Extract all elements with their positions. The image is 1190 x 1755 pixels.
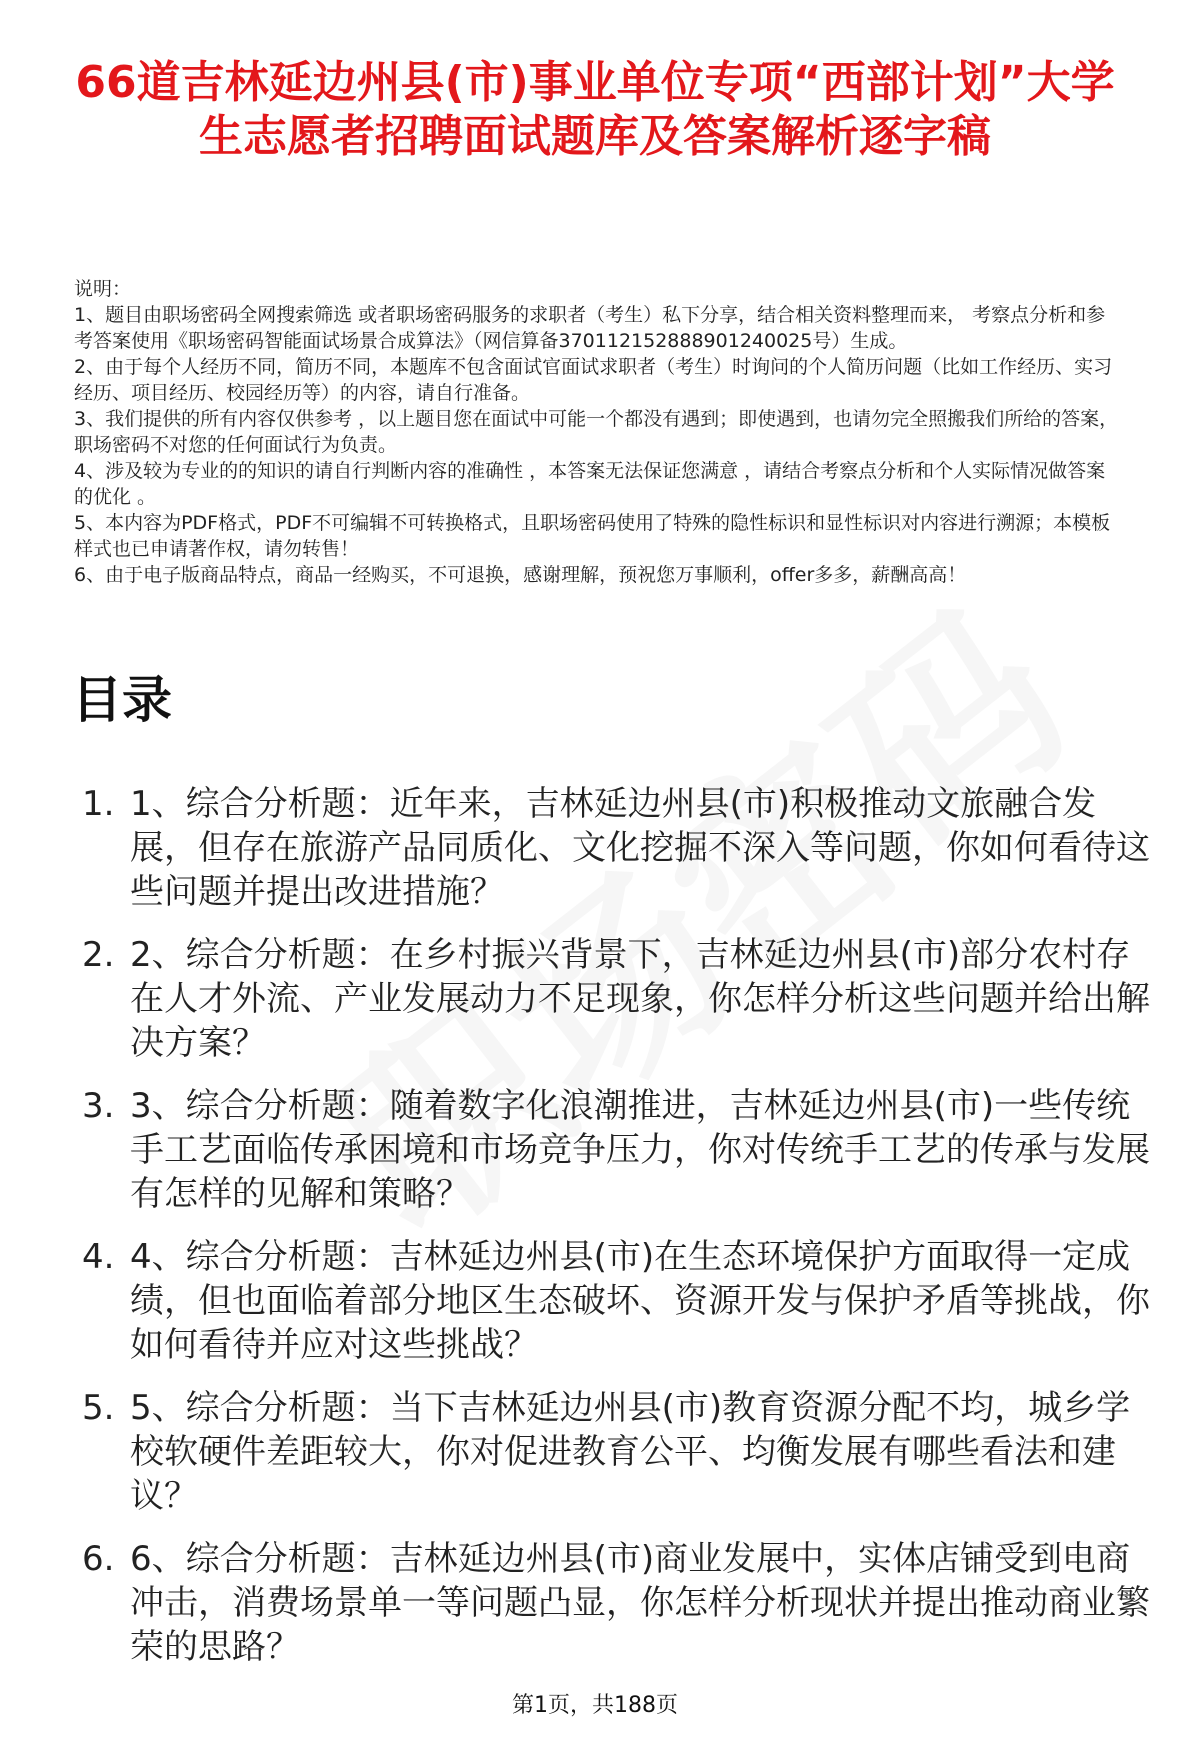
toc-item-text: 3、综合分析题：随着数字化浪潮推进，吉林延边州县(市)一些传统手工艺面临传承困境和市场竞争压力，你对传统手工艺的传承与发展有怎样的见解和策略？ (130, 1086, 1150, 1214)
toc-item-text: 2、综合分析题：在乡村振兴背景下，吉林延边州县(市)部分农村存在人才外流、产业发展动力不足现象，你怎样分析这些问题并给出解决方案？ (130, 935, 1150, 1063)
notes-section (74, 276, 1119, 588)
toc-item-number: 6. (82, 1539, 115, 1579)
note-item: 3、我们提供的所有内容仅供参考 ，以上题目您在面试中可能一个都没有遇到；即使遇到，也请勿完全照搬我们所给的答案，职场密码不对您的任何面试行为负责。 (74, 408, 1119, 456)
toc-item-text: 1、综合分析题：近年来，吉林延边州县(市)积极推动文旅融合发展，但存在旅游产品同质化、文化挖掘不深入等问题，你如何看待这些问题并提出改进措施？ (130, 784, 1150, 912)
toc-item-number: 3. (82, 1086, 115, 1126)
toc-item[interactable] (70, 1084, 1160, 1216)
note-item: 2、由于每个人经历不同，简历不同，本题库不包含面试官面试求职者（考生）时询问的个人简历问题（比如工作经历、实习经历、项目经历、校园经历等）的内容，请自行准备。 (74, 356, 1113, 404)
toc-item[interactable] (70, 782, 1160, 914)
note-item: 1、题目由职场密码全网搜索筛选 或者职场密码服务的求职者（考生）私下分享，结合相关资料整理而来， 考察点分析和参考答案使用《职场密码智能面试场景合成算法》（网信算备370112152888901240025号）生成。 (74, 304, 1106, 352)
toc-item[interactable] (70, 1235, 1160, 1367)
table-of-contents (70, 782, 1160, 1688)
document-title: 66道吉林延边州县(市)事业单位专项“西部计划”大学生志愿者招聘面试题库及答案解析逐字稿 (75, 57, 1115, 162)
toc-item[interactable] (70, 1386, 1160, 1518)
note-item: 6、由于电子版商品特点，商品一经购买，不可退换，感谢理解，预祝您万事顺利，offer多多，薪酬高高！ (74, 564, 967, 586)
toc-item[interactable] (70, 1537, 1160, 1669)
toc-item-text: 4、综合分析题：吉林延边州县(市)在生态环境保护方面取得一定成绩，但也面临着部分地区生态破坏、资源开发与保护矛盾等挑战，你如何看待并应对这些挑战？ (130, 1237, 1150, 1365)
page-number: 第1页，共188页 (512, 1693, 678, 1718)
toc-item-text: 5、综合分析题：当下吉林延边州县(市)教育资源分配不均，城乡学校软硬件差距较大，你对促进教育公平、均衡发展有哪些看法和建议？ (130, 1388, 1131, 1516)
note-item: 4、涉及较为专业的的知识的请自行判断内容的准确性 ，本答案无法保证您满意 ，请结合考察点分析和个人实际情况做答案的优化 。 (74, 460, 1106, 508)
note-item: 5、本内容为PDF格式，PDF不可编辑不可转换格式，且职场密码使用了特殊的隐性标识和显性标识对内容进行溯源；本模板样式也已申请著作权，请勿转售！ (74, 512, 1111, 560)
toc-item[interactable] (70, 933, 1160, 1065)
toc-item-number: 5. (82, 1388, 115, 1428)
toc-item-number: 4. (82, 1237, 115, 1277)
toc-item-number: 1. (82, 784, 115, 824)
toc-heading: 目录 (72, 671, 172, 729)
toc-item-number: 2. (82, 935, 115, 975)
toc-item-text: 6、综合分析题：吉林延边州县(市)商业发展中，实体店铺受到电商冲击，消费场景单一等问题凸显，你怎样分析现状并提出推动商业繁荣的思路？ (130, 1539, 1150, 1667)
notes-heading: 说明： (74, 278, 132, 300)
